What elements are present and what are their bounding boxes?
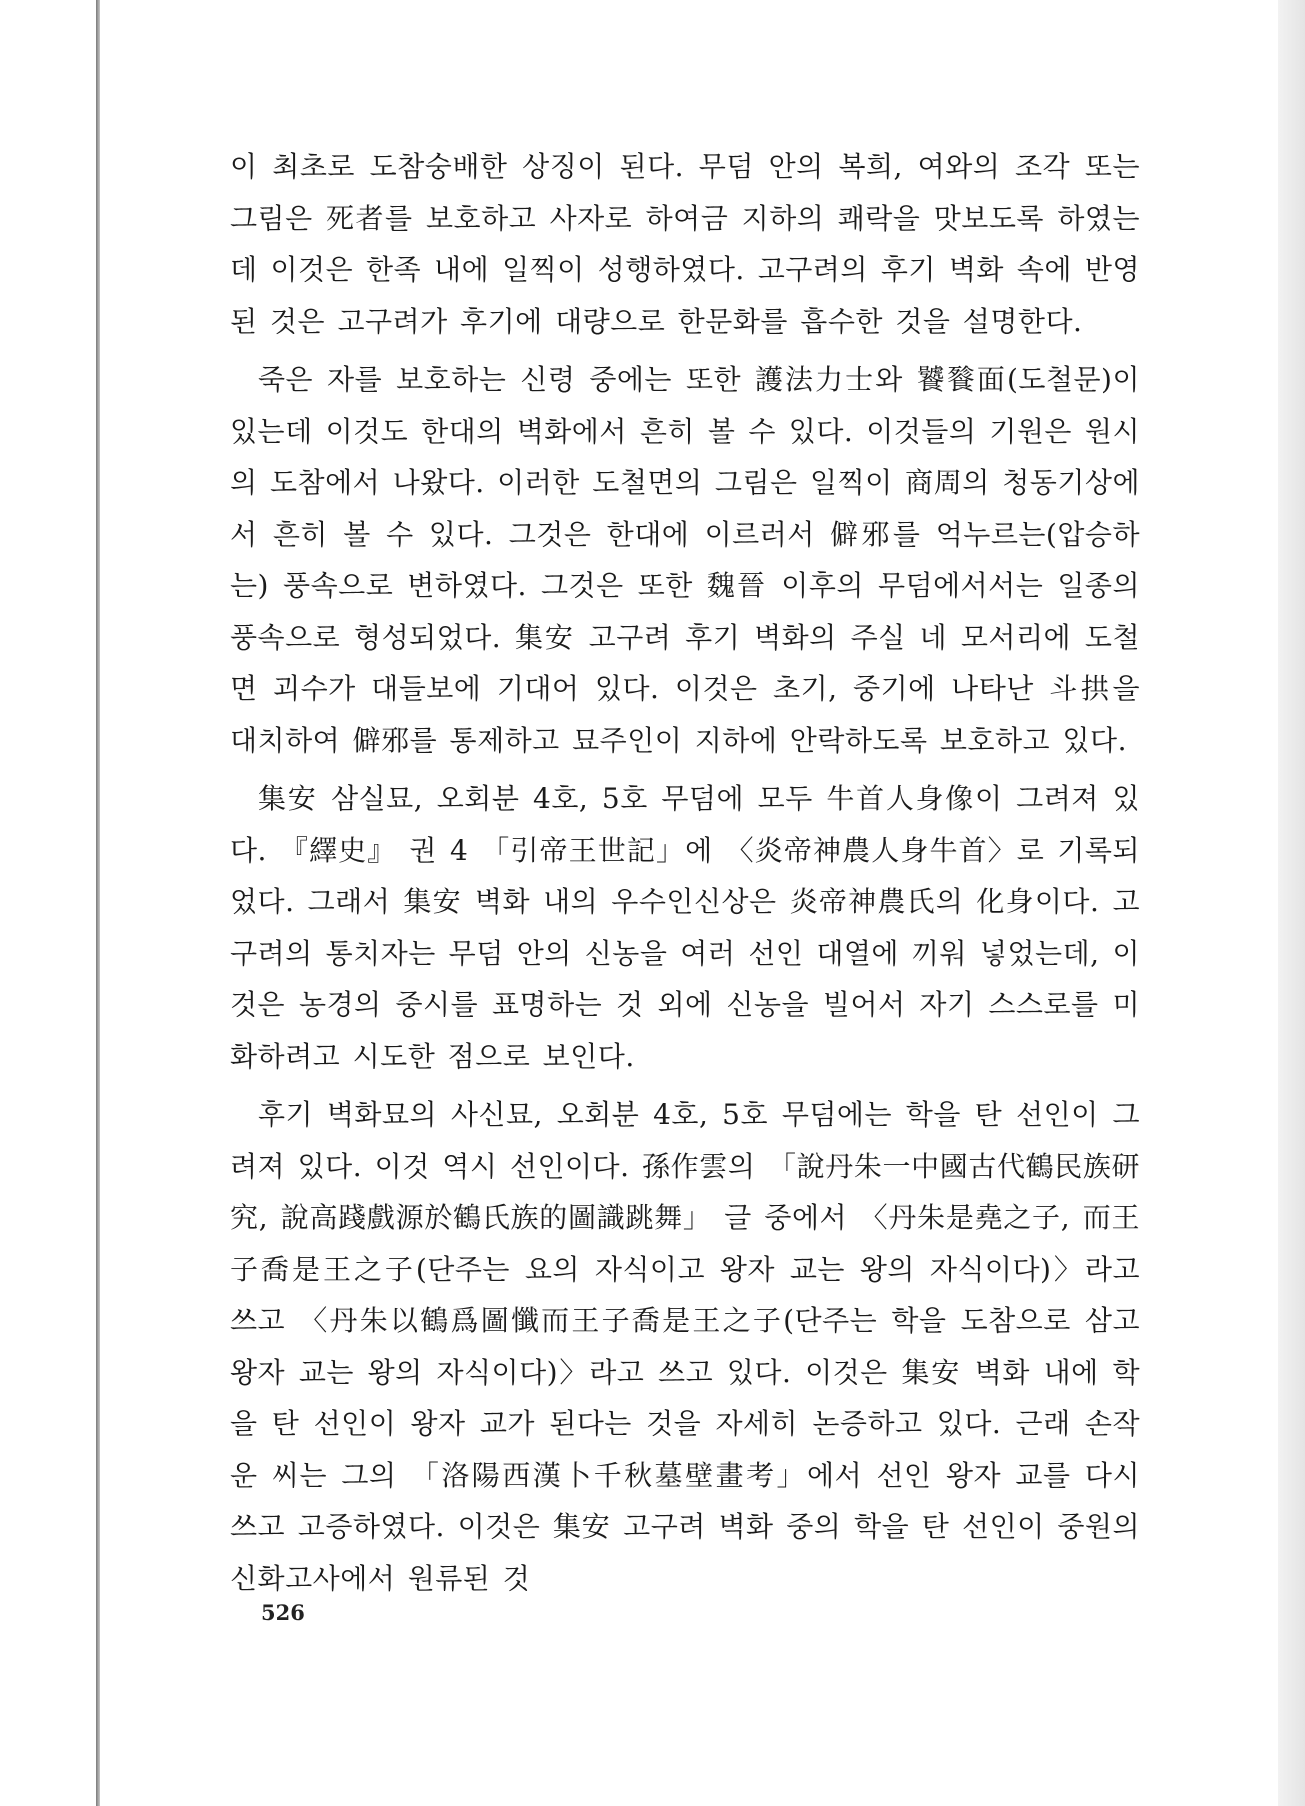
page-number: 526 xyxy=(261,1600,305,1625)
paragraph: 후기 벽화묘의 사신묘, 오회분 4호, 5호 무덤에는 학을 탄 선인이 그려져 있다. 이것 역시 선인이다. 孫作雲의 「說丹朱一中國古代鶴民族研究, 說高踐戲源於鶴氏族的圖識跳舞」 글 중에서 〈丹朱是堯之子, 而王子喬是王之子(단주는 요의 자식이고 왕자 교는 왕의 자식이다)〉라고 쓰고 〈丹朱以鶴爲圖懺而王子喬是王之子(단주는 학을 도참으로 삼고 왕자 교는 왕의 자식이다)〉라고 쓰고 있다. 이것은 集安 벽화 내에 학을 탄 선인이 왕자 교가 된다는 것을 자세히 논증하고 있다. 근래 손작운 씨는 그의 「洛陽西漢卜千秋墓壁畫考」에서 선인 왕자 교를 다시 쓰고 고증하였다. 이것은 集安 고구려 벽화 중의 학을 탄 선인이 중원의 신화고사에서 원류된 것 xyxy=(230,1098,1140,1595)
paragraph: 集安 삼실묘, 오회분 4호, 5호 무덤에 모두 牛首人身像이 그려져 있다. 『繹史』 권 4 「引帝王世記」에 〈炎帝神農人身牛首〉로 기록되었다. 그래서 集安 벽화 내의 우수인신상은 炎帝神農氏의 化身이다. 고구려의 통치자는 무덤 안의 신농을 여러 선인 대열에 끼워 넣었는데, 이것은 농경의 중시를 표명하는 것 외에 신농을 빌어서 자기 스스로를 미화하려고 시도한 점으로 보인다. xyxy=(230,782,1140,1073)
paragraph-continuation: 이 최초로 도참숭배한 상징이 된다. 무덤 안의 복희, 여와의 조각 또는 그림은 死者를 보호하고 사자로 하여금 지하의 쾌락을 맛보도록 하였는데 이것은 한족 내에 일찍이 성행하였다. 고구려의 후기 벽화 속에 반영된 것은 고구려가 후기에 대량으로 한문화를 흡수한 것을 설명한다. xyxy=(230,150,1140,338)
paragraph: 죽은 자를 보호하는 신령 중에는 또한 護法力士와 饕餮面(도철문)이 있는데 이것도 한대의 벽화에서 흔히 볼 수 있다. 이것들의 기원은 원시의 도참에서 나왔다. 이러한 도철면의 그림은 일찍이 商周의 청동기상에서 흔히 볼 수 있다. 그것은 한대에 이르러서 僻邪를 억누르는(압승하는) 풍속으로 변하였다. 그것은 또한 魏晉 이후의 무덤에서서는 일종의 풍속으로 형성되었다. 集安 고구려 후기 벽화의 주실 네 모서리에 도철면 괴수가 대들보에 기대어 있다. 이것은 초기, 중기에 나타난 斗拱을 대치하여 僻邪를 통제하고 묘주인이 지하에 안락하도록 보호하고 있다. xyxy=(230,363,1140,757)
body-text xyxy=(230,141,1140,1611)
page-edge xyxy=(1278,0,1305,1806)
book-page xyxy=(100,0,1278,1806)
